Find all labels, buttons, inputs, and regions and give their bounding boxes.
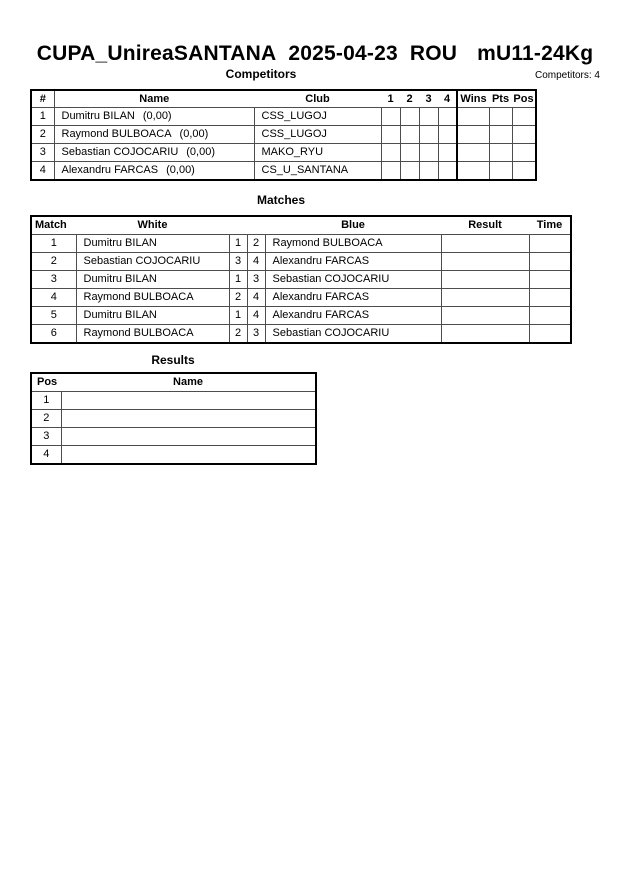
competitor-number: 4 — [31, 162, 54, 181]
competitor-row — [31, 126, 536, 144]
col-header-round-4: 4 — [438, 90, 457, 108]
pos-cell — [512, 162, 536, 181]
time-cell — [529, 253, 571, 271]
result-name — [61, 410, 316, 428]
round-cell — [400, 108, 419, 126]
matches-header-row — [31, 216, 571, 235]
match-number: 5 — [31, 307, 76, 325]
white-competitor: Dumitru BILAN — [76, 307, 229, 325]
competitor-rating: (0,00) — [142, 110, 172, 122]
match-number: 4 — [31, 289, 76, 307]
col-header-name: Name — [61, 373, 316, 392]
round-cell — [381, 162, 400, 181]
competitor-row — [31, 144, 536, 162]
round-cell — [419, 126, 438, 144]
wins-cell — [457, 162, 489, 181]
match-row — [31, 253, 571, 271]
competitor-club: CSS_LUGOJ — [254, 108, 381, 126]
match-row — [31, 235, 571, 253]
time-cell — [529, 307, 571, 325]
match-number: 2 — [31, 253, 76, 271]
col-header-blue-number — [247, 216, 265, 235]
result-row — [31, 410, 316, 428]
results-header-row — [31, 373, 316, 392]
col-header-pos: Pos — [512, 90, 536, 108]
title-category: mU11-24Kg — [477, 42, 594, 65]
blue-competitor: Alexandru FARCAS — [265, 253, 441, 271]
result-position: 3 — [31, 428, 61, 446]
round-cell — [419, 108, 438, 126]
col-header-blue: Blue — [265, 216, 441, 235]
blue-competitor: Alexandru FARCAS — [265, 307, 441, 325]
competitor-number: 1 — [31, 108, 54, 126]
white-competitor: Raymond BULBOACA — [76, 289, 229, 307]
col-header-white-number — [229, 216, 247, 235]
result-row — [31, 446, 316, 465]
match-row — [31, 289, 571, 307]
white-competitor-number: 1 — [229, 235, 247, 253]
round-cell — [381, 108, 400, 126]
round-cell — [381, 144, 400, 162]
competitor-name: Sebastian COJOCARIU (0,00) — [54, 144, 254, 162]
time-cell — [529, 325, 571, 344]
col-header-result: Result — [441, 216, 529, 235]
blue-competitor: Sebastian COJOCARIU — [265, 271, 441, 289]
competitors-header-row — [31, 90, 536, 108]
result-cell — [441, 271, 529, 289]
match-number: 6 — [31, 325, 76, 344]
competitors-table — [30, 89, 537, 181]
time-cell — [529, 289, 571, 307]
result-cell — [441, 325, 529, 344]
page-title — [0, 42, 630, 65]
result-cell — [441, 235, 529, 253]
competitor-row — [31, 162, 536, 181]
white-competitor-number: 1 — [229, 307, 247, 325]
competitors-section-label: Competitors — [225, 67, 297, 81]
match-number: 3 — [31, 271, 76, 289]
white-competitor: Dumitru BILAN — [76, 235, 229, 253]
blue-competitor: Alexandru FARCAS — [265, 289, 441, 307]
competitors-count: Competitors: 4 — [534, 70, 600, 81]
pos-cell — [512, 108, 536, 126]
blue-competitor-number: 2 — [247, 235, 265, 253]
pts-cell — [489, 162, 512, 181]
matches-table — [30, 215, 572, 344]
pts-cell — [489, 108, 512, 126]
blue-competitor-number: 3 — [247, 271, 265, 289]
col-header-pts: Pts — [489, 90, 512, 108]
match-row — [31, 325, 571, 344]
result-cell — [441, 307, 529, 325]
result-name — [61, 392, 316, 410]
blue-competitor-number: 4 — [247, 307, 265, 325]
competitor-number: 3 — [31, 144, 54, 162]
competitor-number: 2 — [31, 126, 54, 144]
round-cell — [438, 108, 457, 126]
col-header-name: Name — [54, 90, 254, 108]
competitor-rating: (0,00) — [186, 146, 216, 158]
round-cell — [400, 162, 419, 181]
white-competitor-number: 3 — [229, 253, 247, 271]
col-header-pos: Pos — [31, 373, 61, 392]
col-header-round-2: 2 — [400, 90, 419, 108]
round-cell — [381, 126, 400, 144]
col-header-white: White — [76, 216, 229, 235]
col-header-round-3: 3 — [419, 90, 438, 108]
blue-competitor: Sebastian COJOCARIU — [265, 325, 441, 344]
wins-cell — [457, 144, 489, 162]
result-name — [61, 428, 316, 446]
competitor-club: CSS_LUGOJ — [254, 126, 381, 144]
result-position: 1 — [31, 392, 61, 410]
time-cell — [529, 235, 571, 253]
blue-competitor: Raymond BULBOACA — [265, 235, 441, 253]
pts-cell — [489, 144, 512, 162]
col-header-match: Match — [31, 216, 76, 235]
results-section-label: Results — [151, 353, 195, 367]
competitor-rating: (0,00) — [179, 128, 209, 140]
round-cell — [419, 144, 438, 162]
col-header-wins: Wins — [457, 90, 489, 108]
competitor-club: MAKO_RYU — [254, 144, 381, 162]
round-cell — [400, 126, 419, 144]
blue-competitor-number: 4 — [247, 253, 265, 271]
time-cell — [529, 271, 571, 289]
white-competitor: Dumitru BILAN — [76, 271, 229, 289]
competitor-rating: (0,00) — [166, 164, 195, 176]
col-header-club: Club — [254, 90, 381, 108]
col-header-number: # — [31, 90, 54, 108]
match-number: 1 — [31, 235, 76, 253]
white-competitor: Raymond BULBOACA — [76, 325, 229, 344]
blue-competitor-number: 4 — [247, 289, 265, 307]
competitor-name: Raymond BULBOACA (0,00) — [54, 126, 254, 144]
result-row — [31, 392, 316, 410]
result-cell — [441, 253, 529, 271]
blue-competitor-number: 3 — [247, 325, 265, 344]
pts-cell — [489, 126, 512, 144]
round-cell — [419, 162, 438, 181]
white-competitor-number: 2 — [229, 325, 247, 344]
title-country: ROU — [409, 42, 458, 65]
competitor-club: CS_U_SANTANA — [254, 162, 381, 181]
round-cell — [438, 144, 457, 162]
result-position: 2 — [31, 410, 61, 428]
wins-cell — [457, 108, 489, 126]
col-header-round-1: 1 — [381, 90, 400, 108]
result-name — [61, 446, 316, 465]
title-date: 2025-04-23 — [288, 42, 398, 65]
pos-cell — [512, 126, 536, 144]
match-row — [31, 307, 571, 325]
competitor-row — [31, 108, 536, 126]
white-competitor: Sebastian COJOCARIU — [76, 253, 229, 271]
white-competitor-number: 1 — [229, 271, 247, 289]
wins-cell — [457, 126, 489, 144]
result-row — [31, 428, 316, 446]
results-table — [30, 372, 317, 465]
round-cell — [438, 162, 457, 181]
competitor-name: Dumitru BILAN (0,00) — [54, 108, 254, 126]
white-competitor-number: 2 — [229, 289, 247, 307]
round-cell — [400, 144, 419, 162]
result-cell — [441, 289, 529, 307]
col-header-time: Time — [529, 216, 571, 235]
result-position: 4 — [31, 446, 61, 465]
competitor-name: Alexandru FARCAS (0,00) — [54, 162, 254, 181]
matches-section-label: Matches — [256, 193, 306, 207]
match-row — [31, 271, 571, 289]
title-event: CUPA_UnireaSANTANA — [36, 42, 277, 65]
pos-cell — [512, 144, 536, 162]
round-cell — [438, 126, 457, 144]
